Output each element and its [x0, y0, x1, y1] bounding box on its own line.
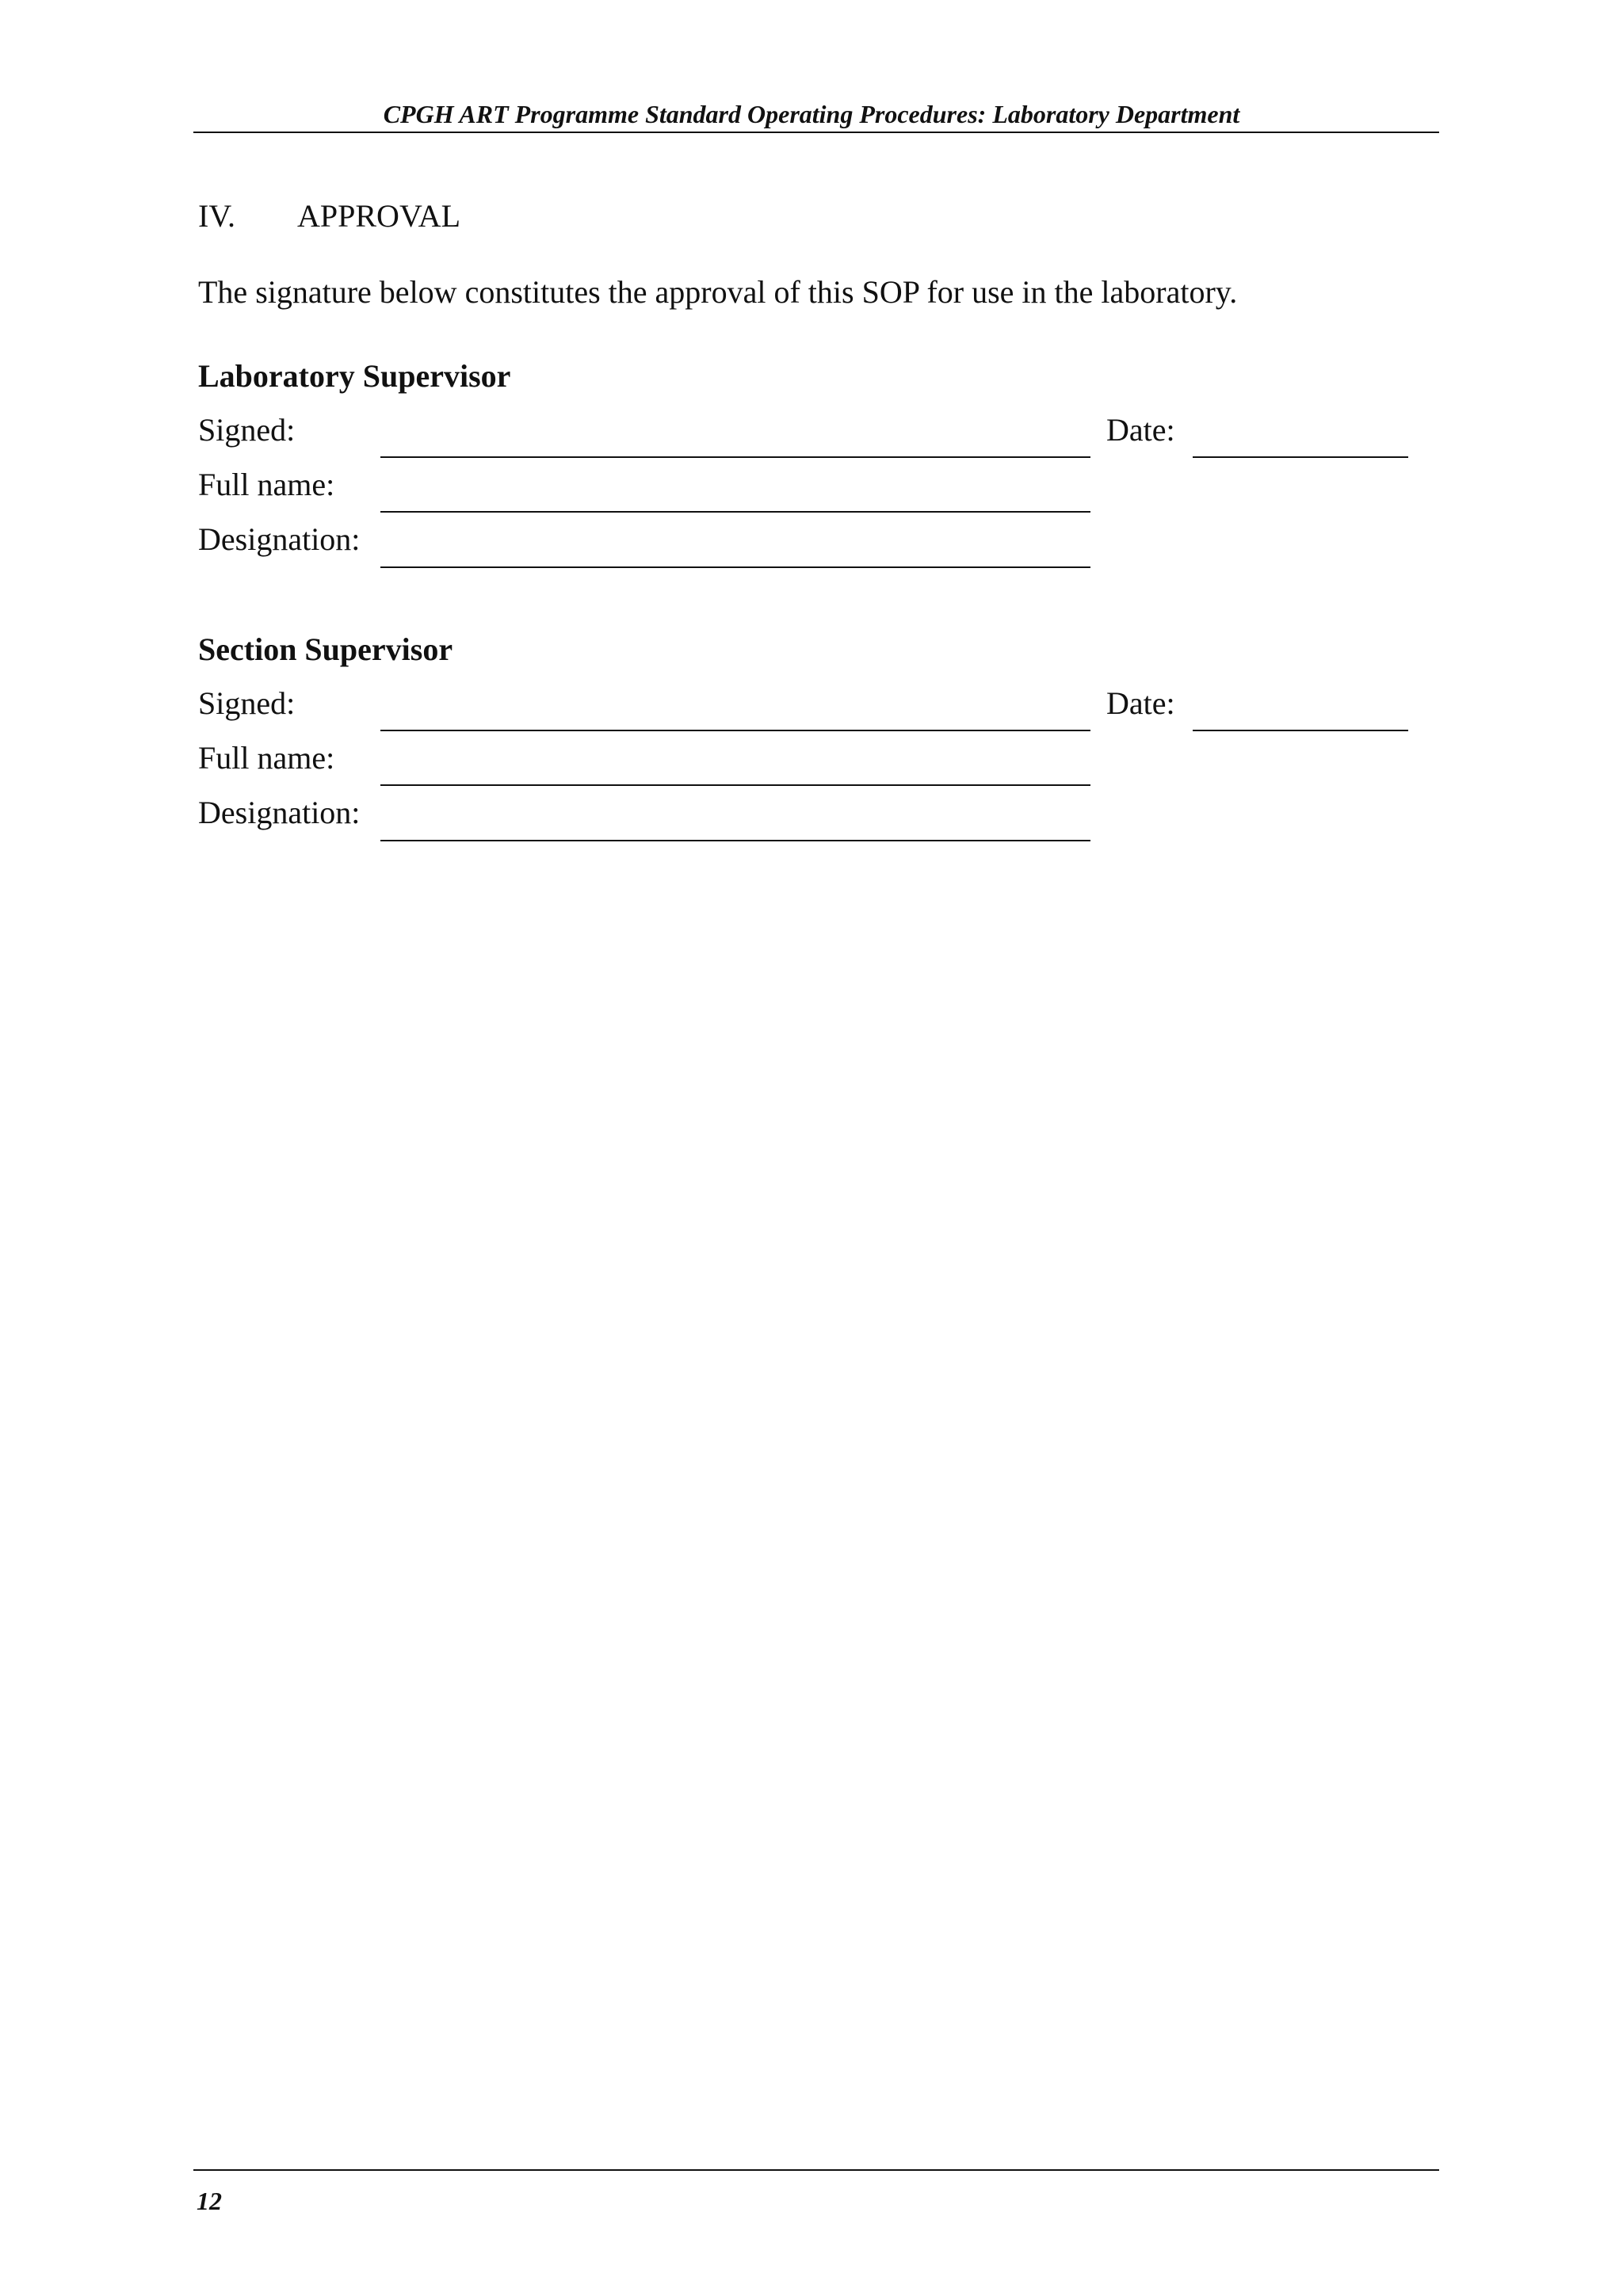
- page-number: 12: [197, 2187, 222, 2215]
- section-supervisor-heading: Section Supervisor: [198, 631, 453, 667]
- lab-date-line[interactable]: [1193, 456, 1408, 458]
- running-header-title: CPGH ART Programme Standard Operating Procedures: Laboratory Department: [383, 100, 1240, 128]
- section-full-name-label: Full name:: [198, 740, 335, 776]
- header-rule: [193, 132, 1439, 133]
- lab-full-name-label: Full name:: [198, 467, 335, 502]
- section-number: IV.: [198, 198, 236, 234]
- approval-statement: The signature below constitutes the approval of this SOP for use in the laboratory.: [198, 274, 1238, 310]
- laboratory-supervisor-heading: Laboratory Supervisor: [198, 358, 511, 394]
- lab-designation-line[interactable]: [380, 566, 1090, 568]
- section-title: APPROVAL: [297, 198, 460, 234]
- lab-signed-label: Signed:: [198, 412, 296, 448]
- section-designation-label: Designation:: [198, 795, 361, 830]
- footer-rule: [193, 2169, 1439, 2171]
- section-designation-line[interactable]: [380, 840, 1090, 841]
- section-date-label: Date:: [1106, 685, 1175, 721]
- section-signed-label: Signed:: [198, 685, 296, 721]
- lab-date-label: Date:: [1106, 412, 1175, 448]
- lab-full-name-line[interactable]: [380, 511, 1090, 513]
- section-signature-line[interactable]: [380, 730, 1090, 731]
- lab-signature-line[interactable]: [380, 456, 1090, 458]
- section-full-name-line[interactable]: [380, 784, 1090, 786]
- lab-designation-label: Designation:: [198, 521, 361, 557]
- section-date-line[interactable]: [1193, 730, 1408, 731]
